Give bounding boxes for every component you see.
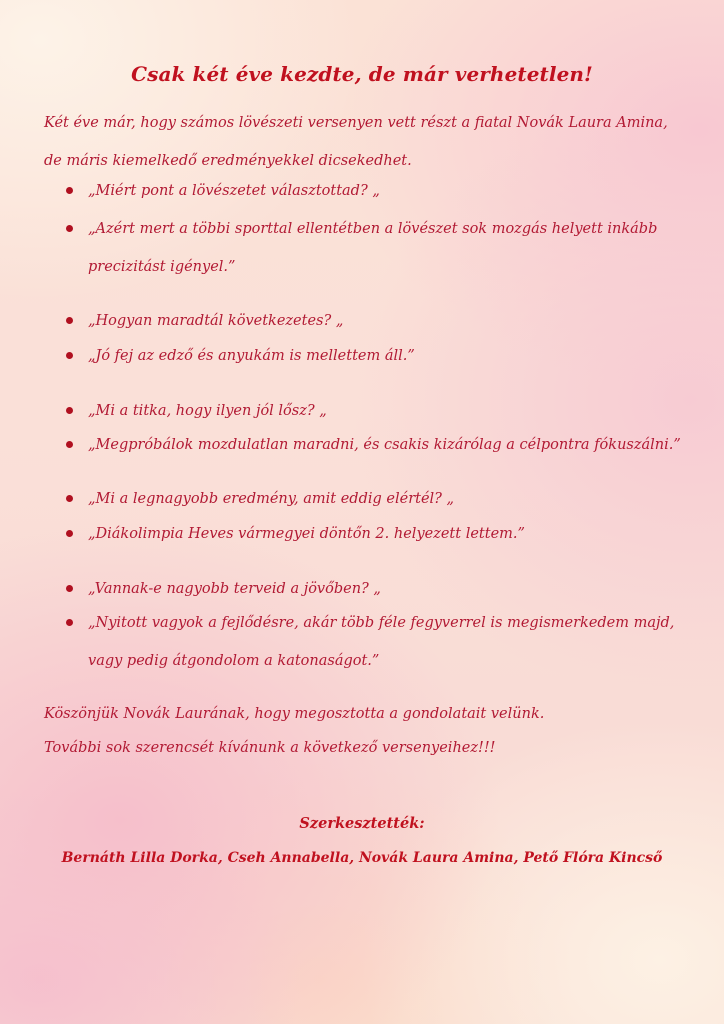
interview-question [62,392,682,430]
interview-item-text: „Hogyan maradtál következetes? „ [88,313,344,329]
interview-question [62,302,682,340]
interview-question [62,570,682,608]
bullet-icon [66,495,73,502]
credits-names: Bernáth Lilla Dorka, Cseh Annabella, Novák Laura Amina, Pető Flóra Kincső [61,850,663,866]
interview-item-text: „Nyitott vagyok a fejlődésre, akár több féle fegyverrel is megismerkedem majd, vagy pedig átgondolom a katonaságot.” [88,615,675,669]
article-title: Csak két éve kezdte, de már verhetetlen! [131,62,593,86]
interview-item-text: „Azért mert a többi sporttal ellentétben a lövészet sok mozgás helyett inkább precizitást igényel.” [88,221,658,275]
bullet-icon [66,317,73,324]
closing-wishes: További sok szerencsét kívánunk a következő versenyeihez!!! [44,740,496,756]
interview-answer [62,210,682,286]
interview-item-text: „Miért pont a lövészetet választottad? „ [88,183,380,199]
bullet-icon [66,530,73,537]
bullet-icon [66,352,73,359]
credits-label: Szerkesztették: [299,815,425,832]
bullet-icon [66,225,73,232]
interview-item-text: „Mi a titka, hogy ilyen jól lősz? „ [88,403,327,419]
interview-question [62,172,682,210]
interview-question [62,480,682,518]
intro-paragraph: Két éve már, hogy számos lövészeti versenyen vett részt a fiatal Novák Laura Amina, de máris kiemelkedő eredményekkel dicsekedhet. [44,115,668,169]
bullet-icon [66,441,73,448]
bullet-icon [66,585,73,592]
interview-item-text: „Diákolimpia Heves vármegyei döntőn 2. helyezett lettem.” [88,526,525,542]
interview-item-text: „Jó fej az edző és anyukám is mellettem áll.” [88,348,415,364]
bullet-icon [66,187,73,194]
interview-answer [62,426,682,464]
interview-item-text: „Vannak-e nagyobb terveid a jövőben? „ [88,581,381,597]
bullet-icon [66,619,73,626]
interview-item-text: „Megpróbálok mozdulatlan maradni, és csakis kizárólag a célpontra fókuszálni.” [88,437,681,453]
bullet-icon [66,407,73,414]
interview-answer [62,515,682,553]
interview-item-text: „Mi a legnagyobb eredmény, amit eddig elértél? „ [88,491,455,507]
interview-answer [62,604,682,680]
interview-answer [62,337,682,375]
closing-thanks: Köszönjük Novák Laurának, hogy megosztotta a gondolatait velünk. [44,706,545,722]
